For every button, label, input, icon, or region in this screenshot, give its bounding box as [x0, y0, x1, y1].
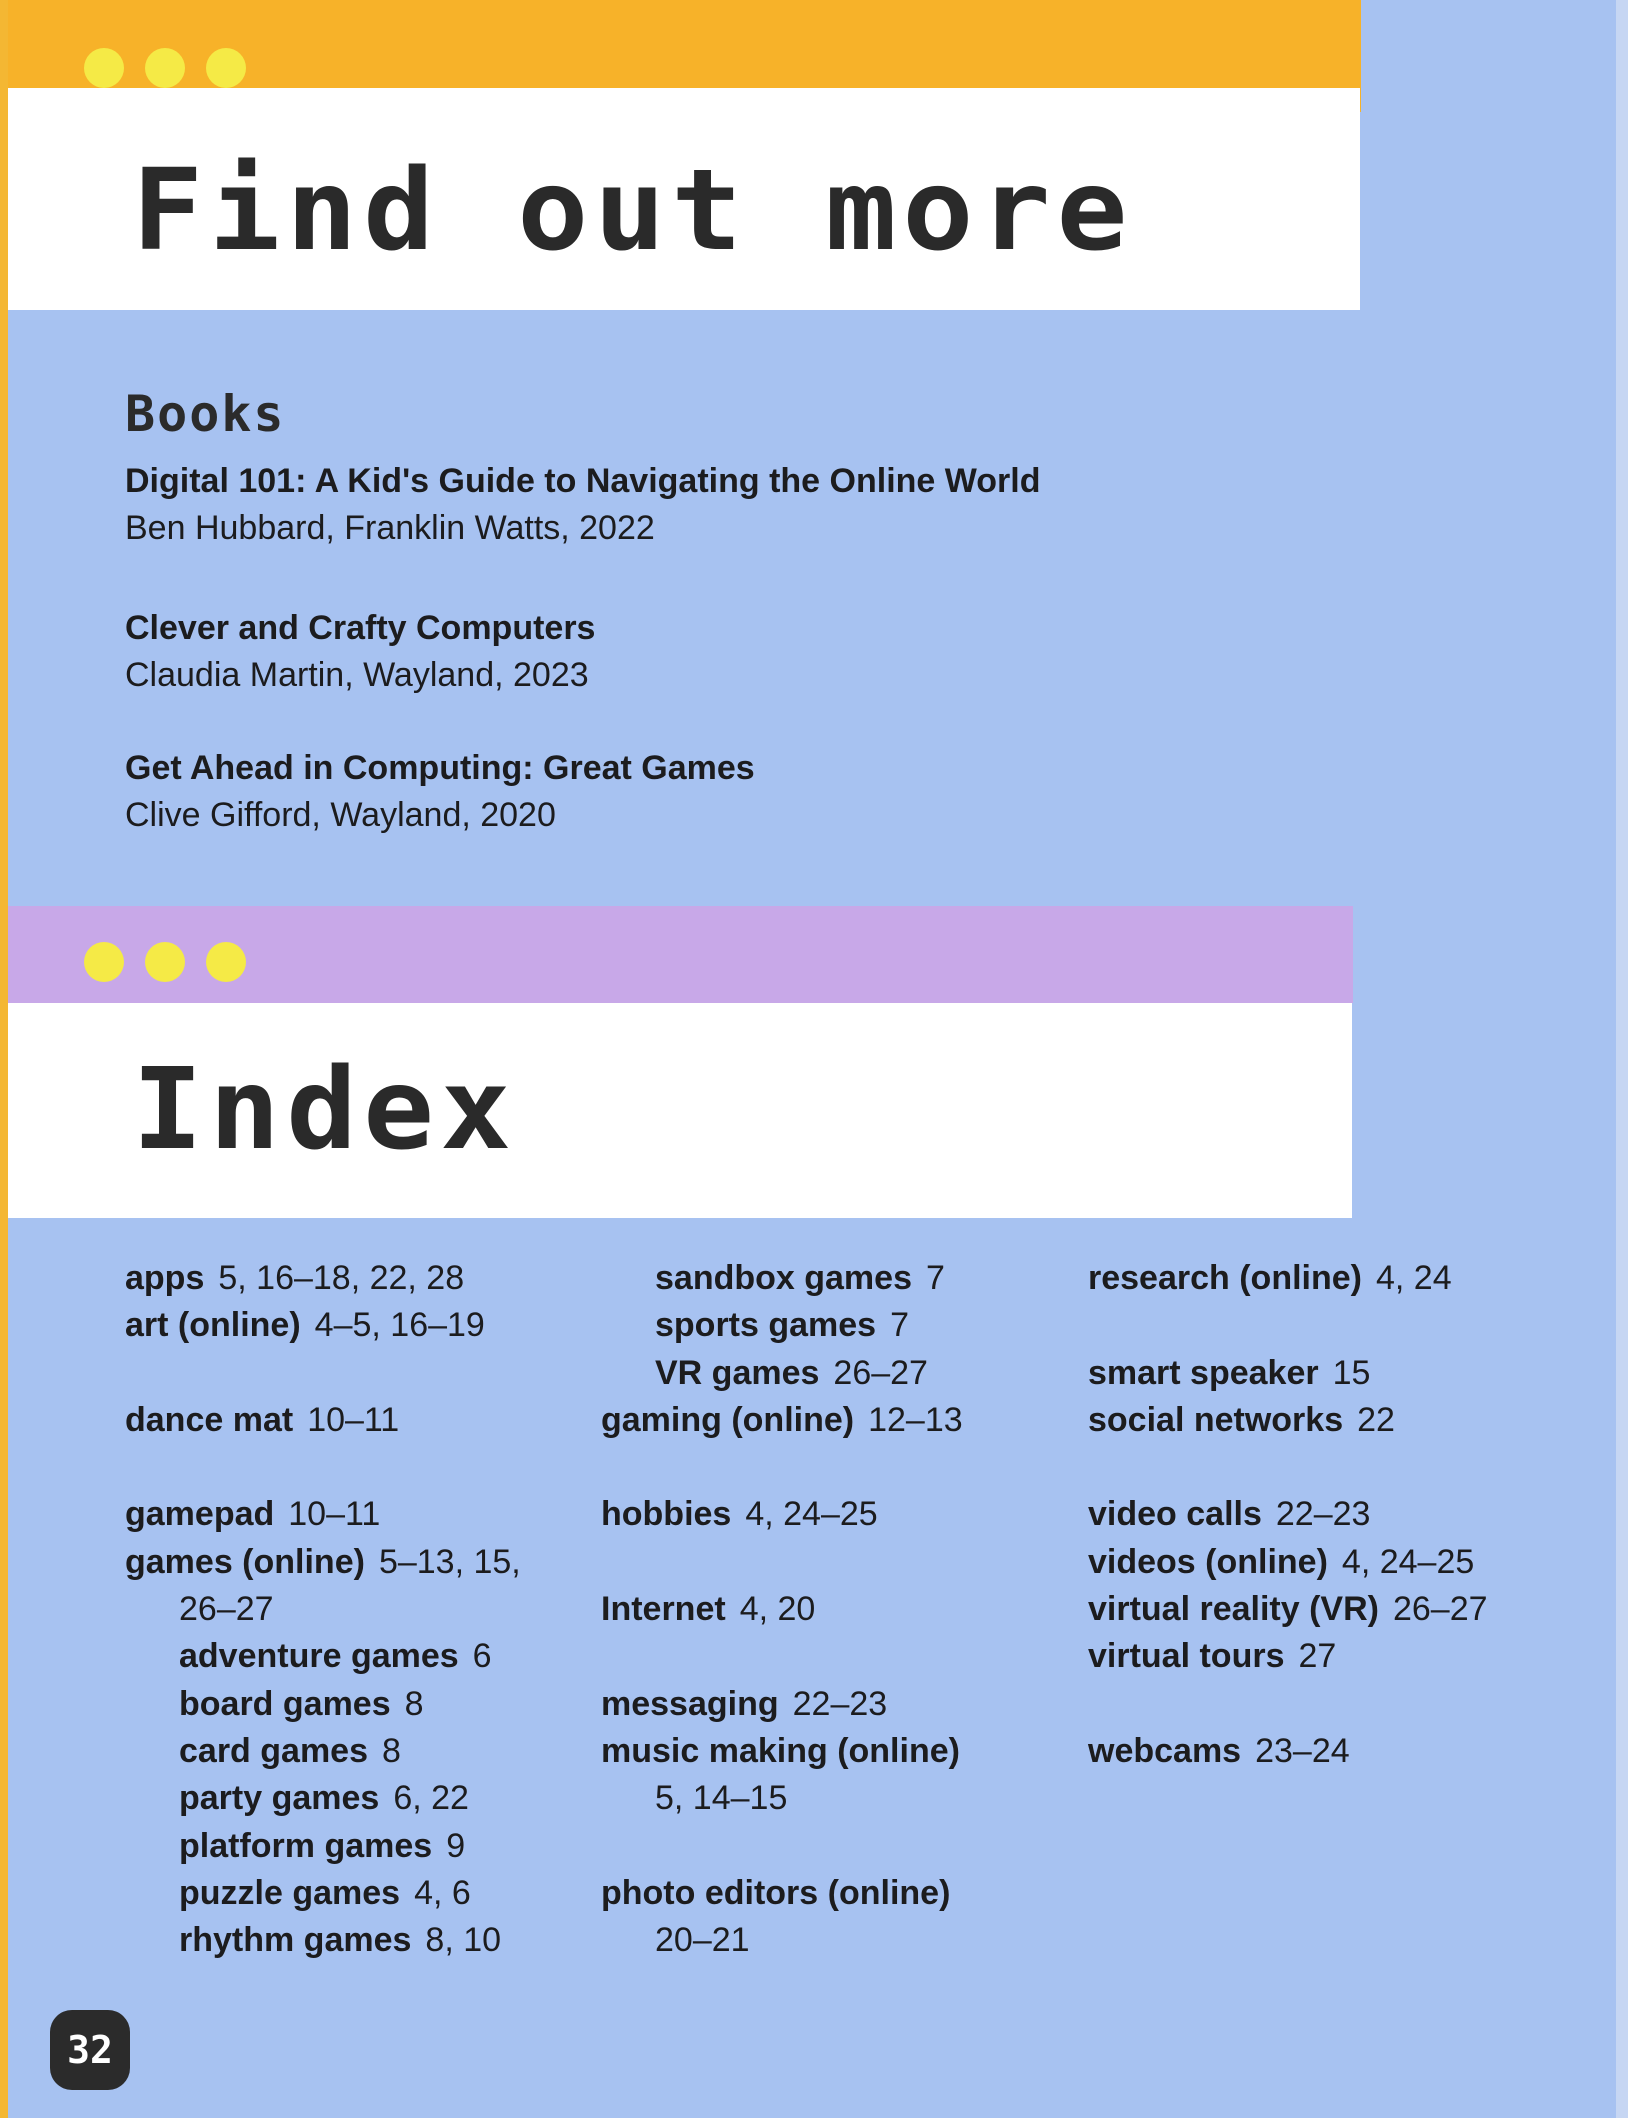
index-subentry: card games 8 [179, 1731, 401, 1770]
index-entry: social networks 22 [1088, 1400, 1395, 1439]
book-entry [125, 458, 1125, 552]
index-entry: research (online) 4, 24 [1088, 1259, 1452, 1297]
index-spacer [1088, 1444, 1488, 1491]
book-author-publisher: Clive Gifford, Wayland, 2020 [125, 796, 556, 834]
index-entry: gaming (online) 12–13 [601, 1400, 963, 1439]
index-column-2 [601, 1255, 963, 1964]
index-entry: virtual reality (VR) 26–27 [1088, 1590, 1488, 1629]
window-dot-icon [206, 942, 246, 982]
index-spacer [601, 1823, 963, 1870]
index-subentry: puzzle games 4, 6 [179, 1873, 471, 1912]
index-entry: games (online) 5–13, 15, [125, 1542, 521, 1581]
index-subentry: rhythm games 8, 10 [179, 1921, 502, 1960]
book-title: Get Ahead in Computing: Great Games [125, 749, 755, 787]
window-dot-icon [145, 48, 185, 88]
book-entry [125, 745, 1125, 839]
index-entry: messaging 22–23 [601, 1684, 888, 1723]
window-dot-icon [84, 48, 124, 88]
index-entry: smart speaker 15 [1088, 1353, 1371, 1392]
find-out-more-title: Find out more [132, 144, 1134, 276]
index-entry: Internet 4, 20 [601, 1590, 816, 1629]
book-title: Digital 101: A Kid's Guide to Navigating the Online World [125, 462, 1041, 500]
index-entry: dance mat 10–11 [125, 1400, 400, 1439]
index-subentry: sports games 7 [655, 1306, 910, 1345]
window-dot-icon [145, 942, 185, 982]
index-subentry: sandbox games 7 [655, 1259, 945, 1297]
index-entry-continued: 26–27 [179, 1590, 274, 1629]
find-out-more-window [8, 88, 1360, 310]
index-entry: music making (online) [601, 1731, 960, 1770]
book-title: Clever and Crafty Computers [125, 609, 596, 647]
index-title: Index [132, 1043, 518, 1175]
index-entry: apps 5, 16–18, 22, 28 [125, 1259, 465, 1297]
index-spacer [601, 1444, 963, 1491]
index-window [8, 1003, 1352, 1218]
index-entry: gamepad 10–11 [125, 1495, 381, 1534]
index-spacer [125, 1350, 521, 1397]
index-column-3 [1088, 1255, 1488, 1775]
page-gutter [1616, 0, 1628, 2118]
index-entry-continued: 5, 14–15 [655, 1779, 788, 1818]
index-subentry: VR games 26–27 [655, 1353, 928, 1392]
index-spacer [125, 1444, 521, 1491]
book-author-publisher: Ben Hubbard, Franklin Watts, 2022 [125, 509, 655, 547]
index-entry: hobbies 4, 24–25 [601, 1495, 878, 1534]
index-spacer [601, 1539, 963, 1586]
index-spacer [1088, 1681, 1488, 1728]
index-entry-continued: 20–21 [655, 1921, 750, 1960]
index-entry: video calls 22–23 [1088, 1495, 1371, 1534]
index-entry: webcams 23–24 [1088, 1731, 1350, 1770]
window-dot-icon [84, 942, 124, 982]
index-spacer [601, 1633, 963, 1680]
page-edge-stripe [0, 0, 8, 2118]
index-spacer [1088, 1302, 1488, 1349]
index-entry: photo editors (online) [601, 1873, 951, 1912]
index-subentry: board games 8 [179, 1684, 424, 1723]
book-author-publisher: Claudia Martin, Wayland, 2023 [125, 656, 589, 694]
page-number-badge: 32 [50, 2010, 130, 2090]
index-subentry: platform games 9 [179, 1826, 466, 1865]
index-entry: art (online) 4–5, 16–19 [125, 1306, 485, 1345]
index-title-bar [8, 906, 1353, 1003]
index-column-1 [125, 1255, 521, 1964]
index-entry: videos (online) 4, 24–25 [1088, 1542, 1475, 1581]
index-subentry: party games 6, 22 [179, 1779, 469, 1818]
index-entry: virtual tours 27 [1088, 1637, 1337, 1676]
books-heading: Books [125, 385, 286, 443]
window-dot-icon [206, 48, 246, 88]
index-subentry: adventure games 6 [179, 1637, 492, 1676]
book-entry [125, 605, 1125, 699]
